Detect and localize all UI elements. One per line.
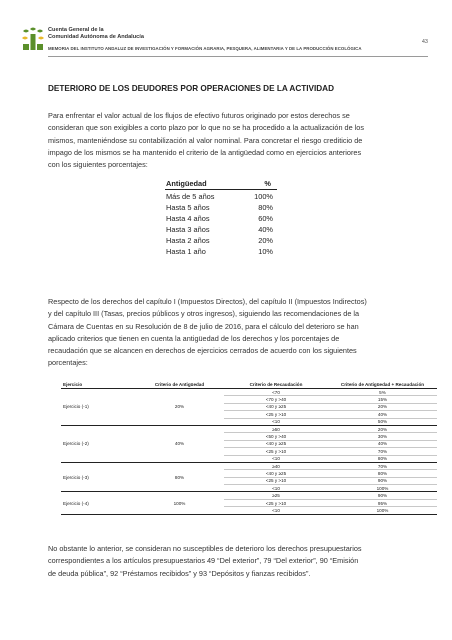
row-label: Hasta 2 años: [166, 236, 210, 246]
row-label: Hasta 5 años: [166, 203, 210, 213]
combinado-cell: 20%: [328, 425, 437, 432]
recaudacion-cell: <40 y ≥25: [224, 470, 328, 477]
org-name-line1: Cuenta General de la: [48, 27, 104, 33]
row-value: 40%: [258, 225, 273, 235]
combinado-cell: 40%: [328, 440, 437, 447]
antiguedad-cell: 80%: [135, 462, 224, 492]
recaudacion-cell: <10: [224, 418, 328, 425]
ejercicio-cell: Ejercicio (-1): [61, 389, 135, 426]
combinado-cell: 80%: [328, 455, 437, 462]
criteria-table-header: [61, 381, 437, 389]
header-criterio-antiguedad: Criterio de Antigüedad: [135, 381, 224, 389]
combinado-cell: 40%: [328, 411, 437, 418]
row-value: 10%: [258, 247, 273, 257]
recaudacion-cell: <10: [224, 485, 328, 492]
row-label: Más de 5 años: [166, 192, 215, 201]
recaudacion-cell: <10: [224, 507, 328, 514]
recaudacion-cell: <50 y >40: [224, 433, 328, 440]
org-name-line2: Comunidad Autónoma de Andalucía: [48, 34, 144, 40]
ejercicio-cell: Ejercicio (-2): [61, 425, 135, 462]
ejercicio-cell: Ejercicio (-4): [61, 492, 135, 514]
antiguedad-cell: 20%: [135, 389, 224, 426]
header-percent: %: [264, 179, 271, 188]
combinado-cell: 100%: [328, 485, 437, 492]
paragraph-line: aplicado criterios que tienen en cuenta la antigüedad de los derechos y los porcentajes de: [48, 333, 340, 343]
paragraph-line: correspondientes a los artículos presupuestarios 49 “Del exterior”, 79 “Del exterior”, 90 “Emisión: [48, 556, 359, 566]
row-label: Hasta 4 años: [166, 214, 210, 224]
page-number: 43: [421, 39, 428, 45]
antiguedad-cell: 40%: [135, 425, 224, 462]
header-ejercicio: Ejercicio: [61, 381, 135, 389]
paragraph-line: consideran que son exigibles a corto plazo por lo que no se ha procedido a la actualización de los: [48, 123, 365, 133]
row-value: 80%: [258, 203, 273, 213]
combinado-cell: 20%: [328, 403, 437, 410]
recaudacion-cell: ≥50: [224, 425, 328, 432]
table-row: [61, 425, 437, 432]
table-row: [61, 389, 437, 396]
paragraph-line: con los siguientes porcentajes:: [48, 160, 148, 170]
table-row: [165, 212, 277, 223]
row-label: Hasta 1 año: [166, 247, 206, 257]
ejercicio-cell: Ejercicio (-3): [61, 462, 135, 492]
paragraph-line: Respecto de los derechos del capítulo I (Impuestos Directos), del capítulo II (Impuestos Indirectos): [48, 297, 367, 306]
paragraph-line: No obstante lo anterior, se consideran no susceptibles de deterioro los derechos presupuestarios: [48, 544, 362, 553]
combinado-cell: 90%: [328, 477, 437, 484]
paragraph-line: recaudación que se alcancen en derechos de ejercicios cerrados de acuerdo con los siguientes: [48, 346, 357, 356]
table-row: [61, 492, 437, 499]
recaudacion-cell: <40 y ≥25: [224, 440, 328, 447]
recaudacion-cell: <10: [224, 455, 328, 462]
header-divider: [48, 56, 428, 57]
paragraph-line: Para enfrentar el valor actual de los flujos de efectivo futuros originado por estos derechos se: [48, 111, 350, 120]
paragraph-intro: [48, 110, 426, 171]
paragraph-line: Cámara de Cuentas en su Resolución de 8 de julio de 2016, para el cálculo del deterioro se han: [48, 321, 359, 331]
recaudacion-cell: ≥25: [224, 492, 328, 499]
row-label: Hasta 3 años: [166, 225, 210, 235]
combinado-cell: 70%: [328, 462, 437, 469]
table-row: [61, 462, 437, 469]
row-value: 20%: [258, 236, 273, 246]
combinado-cell: 95%: [328, 499, 437, 506]
junta-andalucia-logo-icon: [20, 27, 46, 53]
combinado-cell: 100%: [328, 507, 437, 514]
header-criterio-combinado: Criterio de Antigüedad + Recaudación: [328, 381, 437, 389]
section-title: DETERIORO DE LOS DEUDORES POR OPERACIONES DE LA ACTIVIDAD: [48, 84, 334, 93]
paragraph-line: porcentajes:: [48, 358, 88, 368]
antiguedad-table-header: [165, 179, 277, 190]
header-criterio-recaudacion: Criterio de Recaudación: [224, 381, 328, 389]
table-row: [165, 190, 277, 201]
row-value: 60%: [258, 214, 273, 224]
recaudacion-cell: <25 y >10: [224, 477, 328, 484]
combinado-cell: 15%: [328, 396, 437, 403]
combinado-cell: 90%: [328, 492, 437, 499]
paragraph-exclusiones: [48, 543, 426, 580]
combinado-cell: 80%: [328, 470, 437, 477]
paragraph-capitulos: [48, 296, 426, 370]
recaudacion-cell: <25 y >10: [224, 448, 328, 455]
criteria-table: [61, 381, 437, 515]
recaudacion-cell: <40 y ≥25: [224, 403, 328, 410]
antiguedad-cell: 100%: [135, 492, 224, 514]
memoria-title: MEMORIA DEL INSTITUTO ANDALUZ DE INVESTIGACIÓN Y FORMACIÓN AGRARIA, PESQUERA, ALIMENTARIA Y DE LA PRODUCCIÓN ECOLÓGICA: [48, 46, 362, 51]
antiguedad-table: [165, 179, 277, 257]
combinado-cell: 70%: [328, 448, 437, 455]
combinado-cell: 30%: [328, 433, 437, 440]
table-row: [165, 245, 277, 256]
page-header: [20, 24, 432, 56]
recaudacion-cell: ≥40: [224, 462, 328, 469]
recaudacion-cell: <70: [224, 389, 328, 396]
header-antiguedad: Antigüedad: [166, 179, 207, 188]
recaudacion-cell: <25 y >10: [224, 499, 328, 506]
combinado-cell: 50%: [328, 418, 437, 425]
paragraph-line: impago de los mismos se ha mantenido el criterio de la antigüedad como en ejercicios anteriores: [48, 147, 362, 157]
paragraph-line: mismos, manteniéndose su contabilización al valor nominal. Para concretar el riesgo crediticio de: [48, 135, 363, 145]
table-row: [165, 234, 277, 245]
paragraph-line: y del capítulo III (Tasas, precios públicos y otros ingresos), siguiendo las recomendaciones de la: [48, 309, 360, 319]
paragraph-line: de deuda pública”, 92 “Préstamos recibidos” y 93 “Depósitos y fianzas recibidos”.: [48, 568, 311, 578]
combinado-cell: 5%: [328, 389, 437, 396]
recaudacion-cell: <70 y >40: [224, 396, 328, 403]
table-row: [165, 201, 277, 212]
table-row: [165, 223, 277, 234]
row-value: 100%: [254, 192, 273, 201]
recaudacion-cell: <25 y >10: [224, 411, 328, 418]
